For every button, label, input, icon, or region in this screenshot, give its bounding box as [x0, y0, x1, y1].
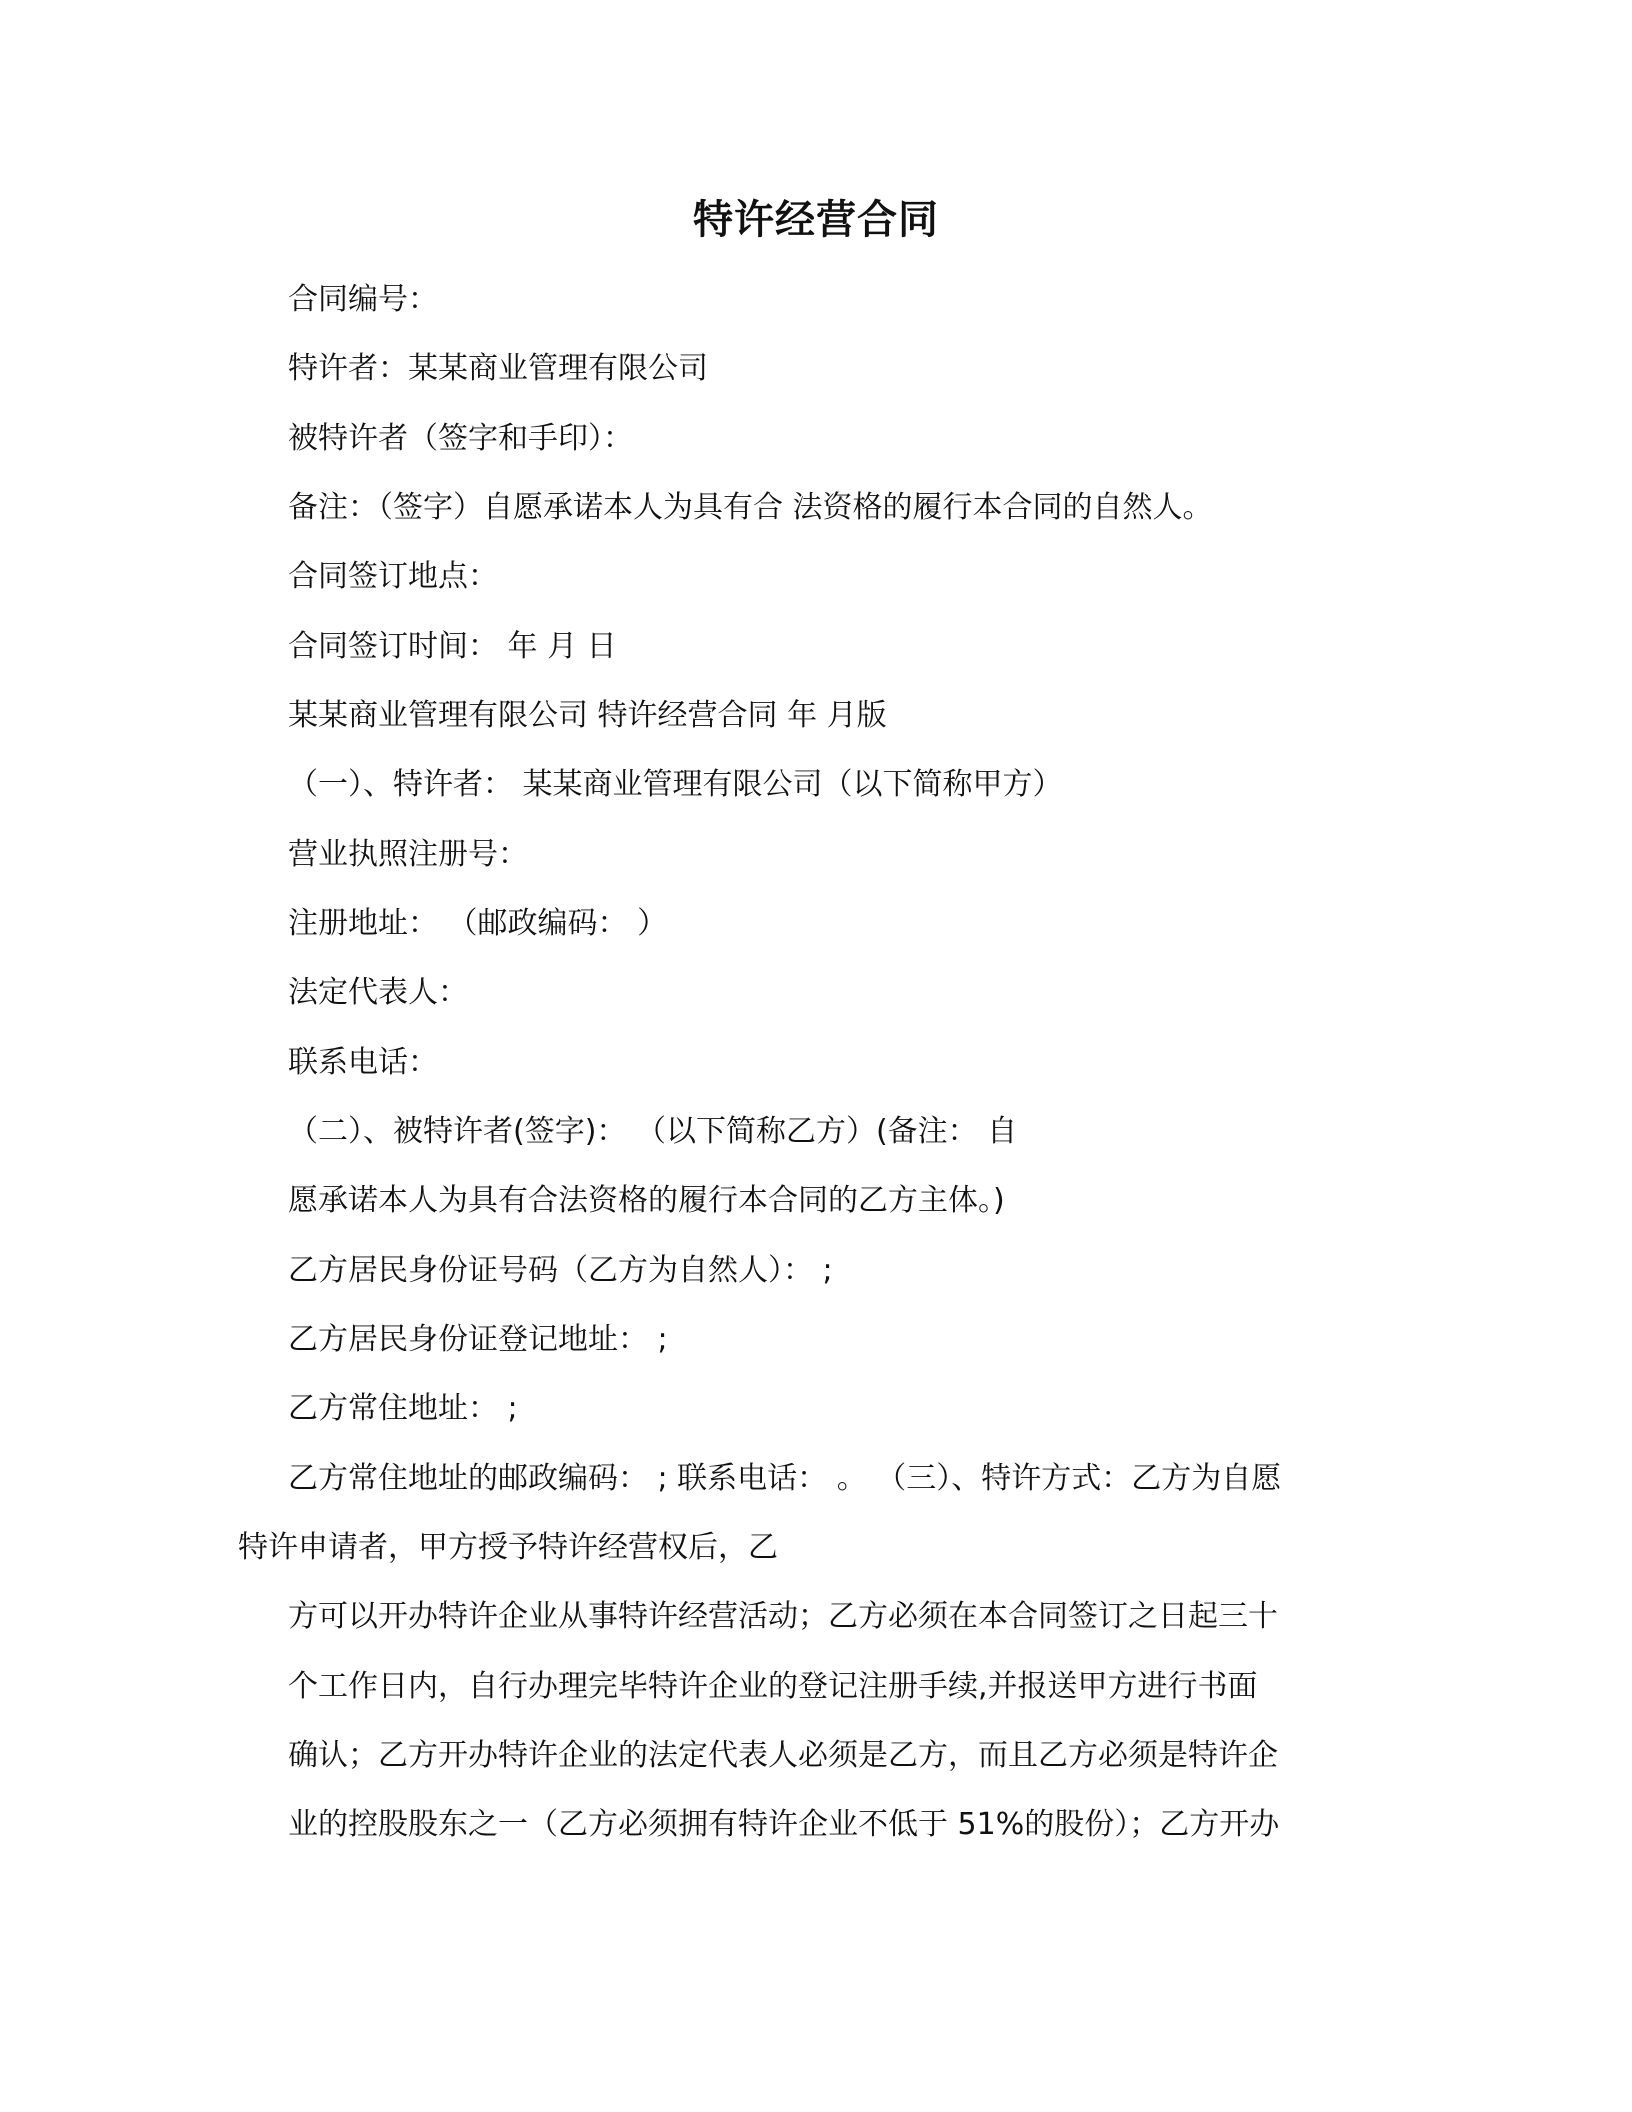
franchisor-line: 特许者：某某商业管理有限公司	[288, 351, 708, 386]
signing-place-line: 合同签订地点：	[288, 559, 498, 594]
contact-phone-line: 联系电话：	[288, 1045, 438, 1080]
paragraph-line-3: 确认；乙方开办特许企业的法定代表人必须是乙方，而且乙方必须是特许企	[288, 1738, 1278, 1773]
registered-address-line: 注册地址： （邮政编码： ）	[288, 906, 668, 941]
section-one-heading: （一）、特许者： 某某商业管理有限公司（以下简称甲方）	[288, 767, 1063, 802]
section-two-continued: 愿承诺本人为具有合法资格的履行本合同的乙方主体。)	[288, 1183, 1005, 1218]
document-title: 特许经营合同	[693, 197, 939, 243]
postal-phone-line: 乙方常住地址的邮政编码： ; 联系电话： 。 （三）、特许方式：乙方为自愿	[288, 1461, 1282, 1496]
id-address-line: 乙方居民身份证登记地址： ;	[288, 1322, 668, 1357]
residence-address-line: 乙方常住地址： ;	[288, 1391, 518, 1426]
legal-representative-line: 法定代表人：	[288, 975, 468, 1010]
remark-line: 备注：（签字）自愿承诺本人为具有合 法资格的履行本合同的自然人。	[288, 490, 1213, 525]
section-two-heading: （二）、被特许者(签字)： （以下简称乙方）(备注： 自	[288, 1114, 1018, 1149]
paragraph-line-2: 个工作日内，自行办理完毕特许企业的登记注册手续,并报送甲方进行书面	[288, 1669, 1258, 1704]
signing-date-line: 合同签订时间： 年 月 日	[288, 629, 617, 664]
business-license-line: 营业执照注册号：	[288, 837, 528, 872]
version-line: 某某商业管理有限公司 特许经营合同 年 月版	[288, 698, 887, 733]
paragraph-line-1: 方可以开办特许企业从事特许经营活动；乙方必须在本合同签订之日起三十	[288, 1599, 1278, 1634]
franchisee-signature-line: 被特许者（签字和手印）：	[288, 421, 633, 456]
paragraph-line-4: 业的控股股东之一（乙方必须拥有特许企业不低于 51%的股份）；乙方开办	[288, 1807, 1280, 1842]
id-number-line: 乙方居民身份证号码（乙方为自然人）： ;	[288, 1253, 833, 1288]
contract-number-line: 合同编号：	[288, 282, 438, 317]
franchise-method-line: 特许申请者，甲方授予特许经营权后，乙	[238, 1530, 778, 1565]
